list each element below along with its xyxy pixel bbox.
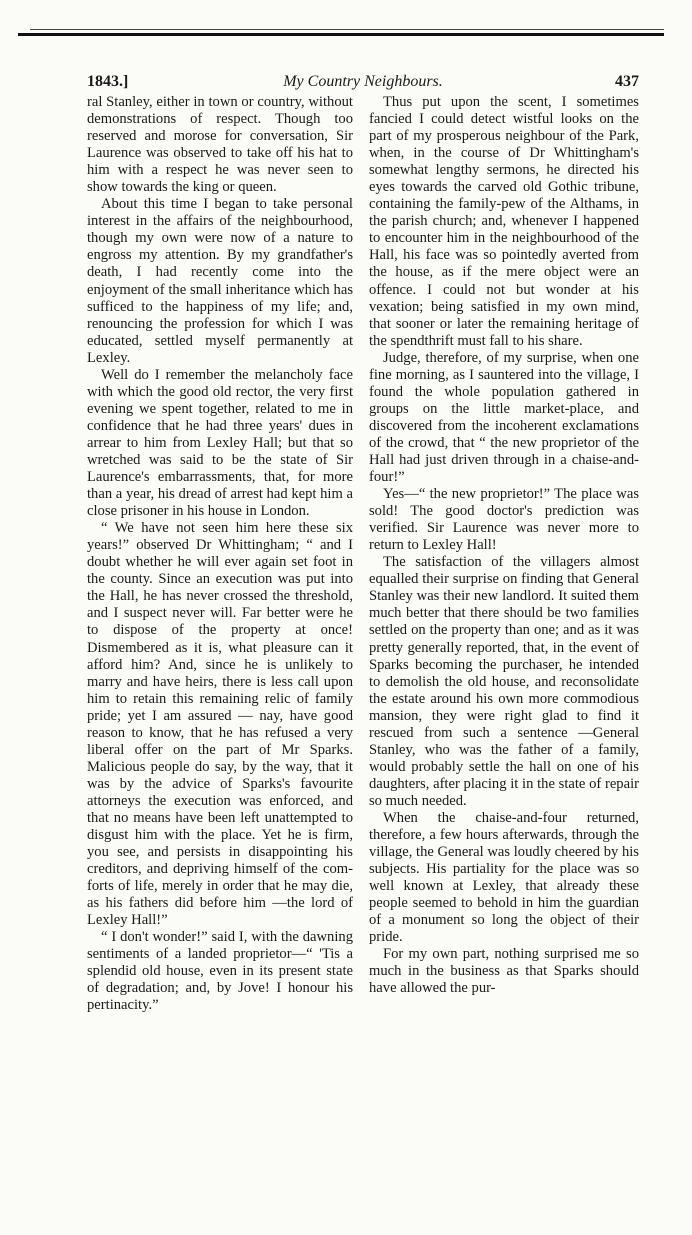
right-column (369, 94, 639, 997)
paragraph: Yes—“ the new proprietor!” The place was sold! The good doctor's prediction was verified. Sir Laurence was never more to return to Lexley Hall! (369, 486, 639, 554)
running-head (87, 72, 639, 92)
top-rule-thin (30, 29, 664, 30)
paragraph: About this time I began to take personal interest in the affairs of the neighbourhood, though my own were now of a nature to engross my attention. By my grandfather's death, I had recently come into the enjoyment of the small inheritance which has sufficed to the happiness of my life; and, renouncing the profession for which I was educated, settled myself permanently at Lexley. (87, 196, 353, 366)
paragraph: “ I don't wonder!” said I, with the dawning sentiments of a landed proprietor—“ 'Tis a splendid old house, even in its present state of degradation; and, by Jove! I honour his pertinacity.” (87, 929, 353, 1014)
paragraph: When the chaise-and-four returned, therefore, a few hours afterwards, through the village, the General was loudly cheered by his subjects. His partiality for the place was so well known at Lexley, that already these people seemed to behold in him the guardian of a monument so long the object of their pride. (369, 809, 639, 946)
left-column (87, 94, 353, 1015)
paragraph: For my own part, nothing surprised me so much in the business as that Sparks should have allowed the pur- (369, 946, 639, 997)
paragraph: ral Stanley, either in town or country, without demonstrations of respect. Though too reserved and morose for conversation, Sir Laurence was observed to take off his hat to him with a respect he was never seen to show towards the king or queen. (87, 94, 353, 196)
paragraph: “ We have not seen him here these six years!” observed Dr Whittingham; “ and I doubt whether he will ever again set foot in the county. Since an execution was put into the Hall, he has never crossed the threshold, and I suspect never will. Far better were he to dispose of the property at once! Dismembered as it is, what pleasure can it afford him? And, since he is unlikely to marry and have heirs, there is less call upon him to retain this remaining relic of family pride; yet I am assured — nay, have good reason to know, that he has refused a very liberal offer on the part of Mr Sparks. Malicious people do say, by the way, that it was by the advice of Sparks's favourite attorneys the execution was enforced, and that no means have been left unattempted to disgust him with the place. Yet he is firm, you see, and persists in disappointing his creditors, and depriving himself of the comforts of life, merely in order that he may die, as his fathers did before him —the lord of Lexley Hall!” (87, 520, 353, 929)
paragraph: Well do I remember the melancholy face with which the good old rector, the very first evening we spent together, related to me in confidence that he had three years' dues in arrear to him from Lexley Hall; but that so wretched was said to be the state of Sir Laurence's embarrassments, that, for more than a year, his dread of arrest had kept him a close prisoner in his house in London. (87, 366, 353, 520)
paragraph: The satisfaction of the villagers almost equalled their surprise on finding that General Stanley was their new landlord. It suited them much better that there should be two families settled on the property than one; and as it was pretty generally reported, that, in the event of Sparks becoming the purchaser, he intended to demolish the old house, and reconsolidate the estate around his own more commodious mansion, they were right glad to find it rescued from such a sentence —General Stanley, who was the father of a family, would probably settle the hall on one of his daughters, after placing it in the state of repair so much needed. (369, 554, 639, 809)
paragraph: Thus put upon the scent, I sometimes fancied I could detect wistful looks on the part of my prosperous neighbour of the Park, when, in the course of Dr Whittingham's somewhat lengthy sermons, he directed his eyes towards the carved old Gothic tribune, containing the family-pew of the Althams, in the parish church; and, whenever I happened to encounter him in the neighbourhood of the Hall, his face was so pointedly averted from the house, as if the mere object were an offence. I could not but wonder at his vexation; being satisfied in my own mind, that sooner or later the remaining heritage of the spendthrift must fall to his share. (369, 94, 639, 349)
running-head-title: My Country Neighbours. (283, 73, 443, 90)
paragraph: Judge, therefore, of my surprise, when one fine morning, as I sauntered into the village, I found the whole population gathered in groups on the little market-place, and discovered from the incoherent exclamations of the crowd, that “ the new proprietor of the Hall had just driven through in a chaise-and-four!” (369, 349, 639, 486)
top-rule-thick (18, 33, 664, 36)
running-head-year: 1843.] (87, 73, 129, 90)
page-number: 437 (615, 73, 639, 90)
